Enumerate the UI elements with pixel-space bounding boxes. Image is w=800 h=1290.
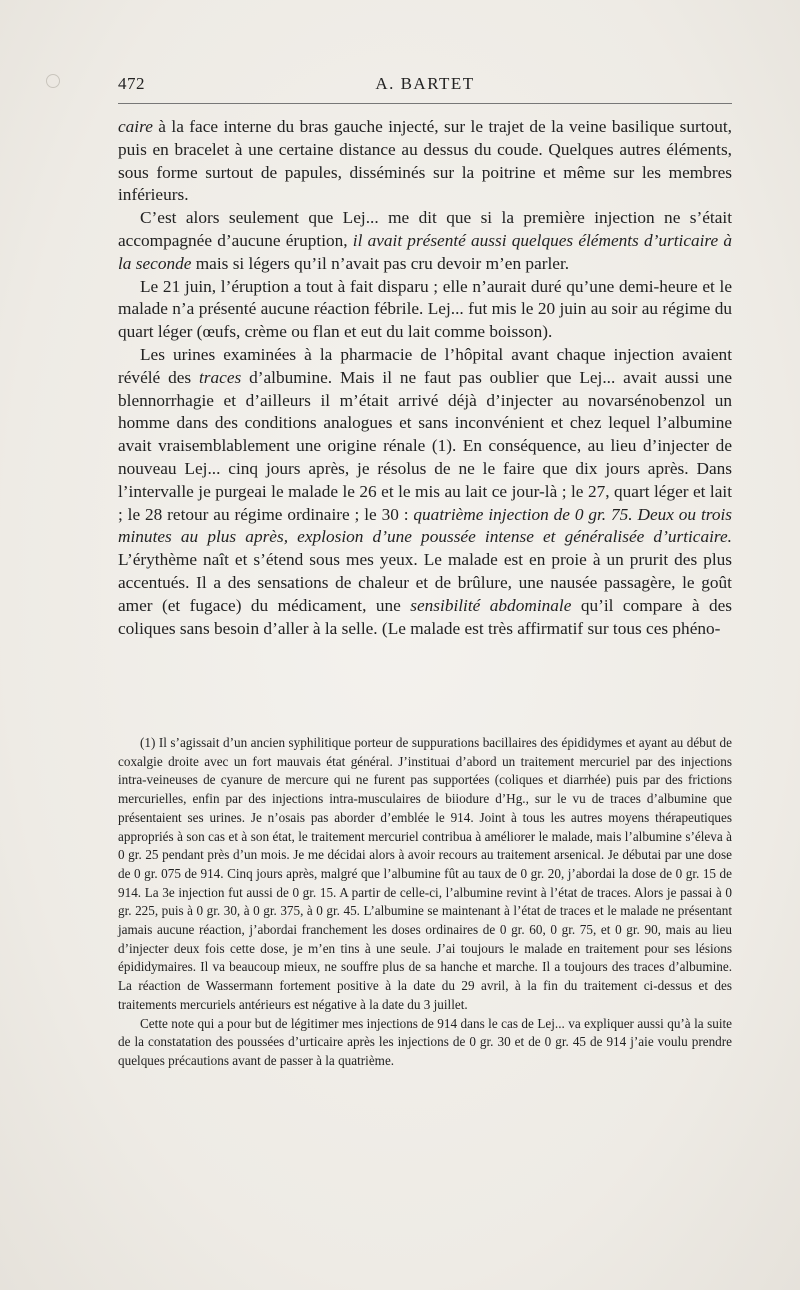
paragraph-3: Le 21 juin, l’éruption a tout à fait disparu ; elle n’aurait duré qu’une demi-heure et le malade n’a présenté aucune réaction fébrile. Lej... fut mis le 20 juin au soir au régime du quart léger (œufs, crème ou flan et eut du lait comme boisson). — [118, 276, 732, 342]
italic-fragment: quatrième injection de 0 gr. 75. Deux ou trois minutes au plus après, explosion d’une poussée intense et généralisée d’urticaire. — [118, 504, 732, 547]
text-fragment: Les urines examinées à la pharmacie de l’hôpital avant chaque injection avaient révélé des — [118, 344, 732, 387]
text-fragment: L’érythème naît et s’étend sous mes yeux. Le malade est en proie à un prurit des plus accentués. Il a des sensations de chaleur et de brûlure, une nausée passagère, le goût amer (et fugace) du médicament, une — [118, 550, 732, 615]
text-fragment: à la face interne du bras gauche injecté, sur le trajet de la veine basilique surtout, puis en bracelet à une certaine distance au dessus du coude. Quelques autres éléments, sous forme surtout de papules, disséminés sur la poitrine et même sur les membres inférieurs. — [118, 117, 732, 205]
footnotes — [118, 734, 732, 1071]
binding-hole-mark — [46, 74, 60, 88]
header-rule — [118, 103, 732, 104]
text-fragment: d’albumine. Mais il ne faut pas oublier que Lej... avait aussi une blennorrhagie et d’ailleurs il m’était arrivé déjà d’injecter au novarsénobenzol un homme dans des conditions analogues et sans inconvénient et chez lequel l’albumine avait vraisemblablement une origine rénale (1). En conséquence, au lieu d’injecter de nouveau Lej... cinq jours après, je résolus de ne le faire que dix jours après. Dans l’intervalle je purgeai le malade le 26 et le mis au lait ce jour-là ; le 27, quart léger et lait ; le 28 retour au régime ordinaire ; le 30 : — [118, 367, 733, 524]
italic-fragment: traces — [198, 367, 242, 387]
page-header — [118, 74, 732, 98]
running-head: A. BARTET — [375, 74, 475, 93]
italic-fragment: caire — [118, 117, 153, 136]
footnote-1-continuation: Cette note qui a pour but de légitimer mes injections de 914 dans le cas de Lej... va expliquer aussi qu’à la suite de la constatation des poussées d’urticaire après les injections de 0 gr. 30 et de 0 gr. 45 de 914 j’aie voulu prendre quelques précautions avant de passer à la quatrième. — [118, 1015, 732, 1068]
text-fragment: C’est alors seulement que Lej... me dit que si la première injection ne s’était accompagnée d’aucune éruption, — [118, 208, 732, 250]
italic-fragment: sensibilité abdominale — [410, 595, 572, 615]
main-text — [118, 116, 732, 640]
paragraph-2 — [118, 207, 732, 275]
text-fragment: qu’il compare à des coliques sans besoin d’aller à la selle. (Le malade est très affirmatif sur tous ces phéno- — [118, 595, 732, 638]
text-fragment: mais si légers qu’il n’avait pas cru devoir m’en parler. — [191, 253, 570, 273]
italic-fragment: il avait présenté aussi quelques éléments d’urticaire à la seconde — [118, 230, 733, 273]
paragraph-1 — [118, 116, 732, 207]
paragraph-4 — [118, 344, 732, 640]
page-number: 472 — [118, 74, 145, 93]
footnote-1: (1) Il s’agissait d’un ancien syphilitique porteur de suppurations bacillaires des épididymes et ayant au début de coxalgie droite avec un fort mauvais état général. J’instituai d’abord un traitement mercuriel par des injections intra-veineuses de cyanure de mercure qui ne furent pas supportées (coliques et diarrhée) puis par des frictions mercurielles, enfin par des injections intra-musculaires de biiodure d’Hg., sur le vu de traces d’albumine que présentaient ses urines. Je n’osais pas aborder d’emblée le 914. Joint à tous les autres moyens thérapeutiques appropriés à son cas et à son état, le traitement mercuriel contribua à améliorer le malade, mais l’albumine s’éleva à 0 gr. 25 pendant près d’un mois. Je me décidai alors à avoir recours au traitement arsenical. Je débutai par une dose de 0 gr. 075 de 914. Cinq jours après, malgré que l’albumine fût au taux de 0 gr. 20, j’abordai la dose de 0 gr. 15 de 914. La 3e injection fut aussi de 0 gr. 15. A partir de celle-ci, l’albumine revint à l’état de traces. Alors je passai à 0 gr. 225, puis à 0 gr. 30, à 0 gr. 375, à 0 gr. 45. L’albumine se maintenant à l’état de traces et le malade ne présentant jamais aucune réaction, j’abordai franchement les doses ordinaires de 0 gr. 60, 0 gr. 75, et 0 gr. 90, mais au lieu d’injecter deux fois cette dose, je m’en tins à une seule. J’ai toujours le malade en traitement pour ses lésions épididymaires. Il va beaucoup mieux, ne souffre plus de sa hanche et marche. Il a toujours des traces d’albumine. La réaction de Wassermann fortement positive à la date du 29 avril, à la fin du traitement ci-dessus et des traitements mercuriels antérieurs est négative à la date du 3 juillet. — [118, 735, 732, 1012]
